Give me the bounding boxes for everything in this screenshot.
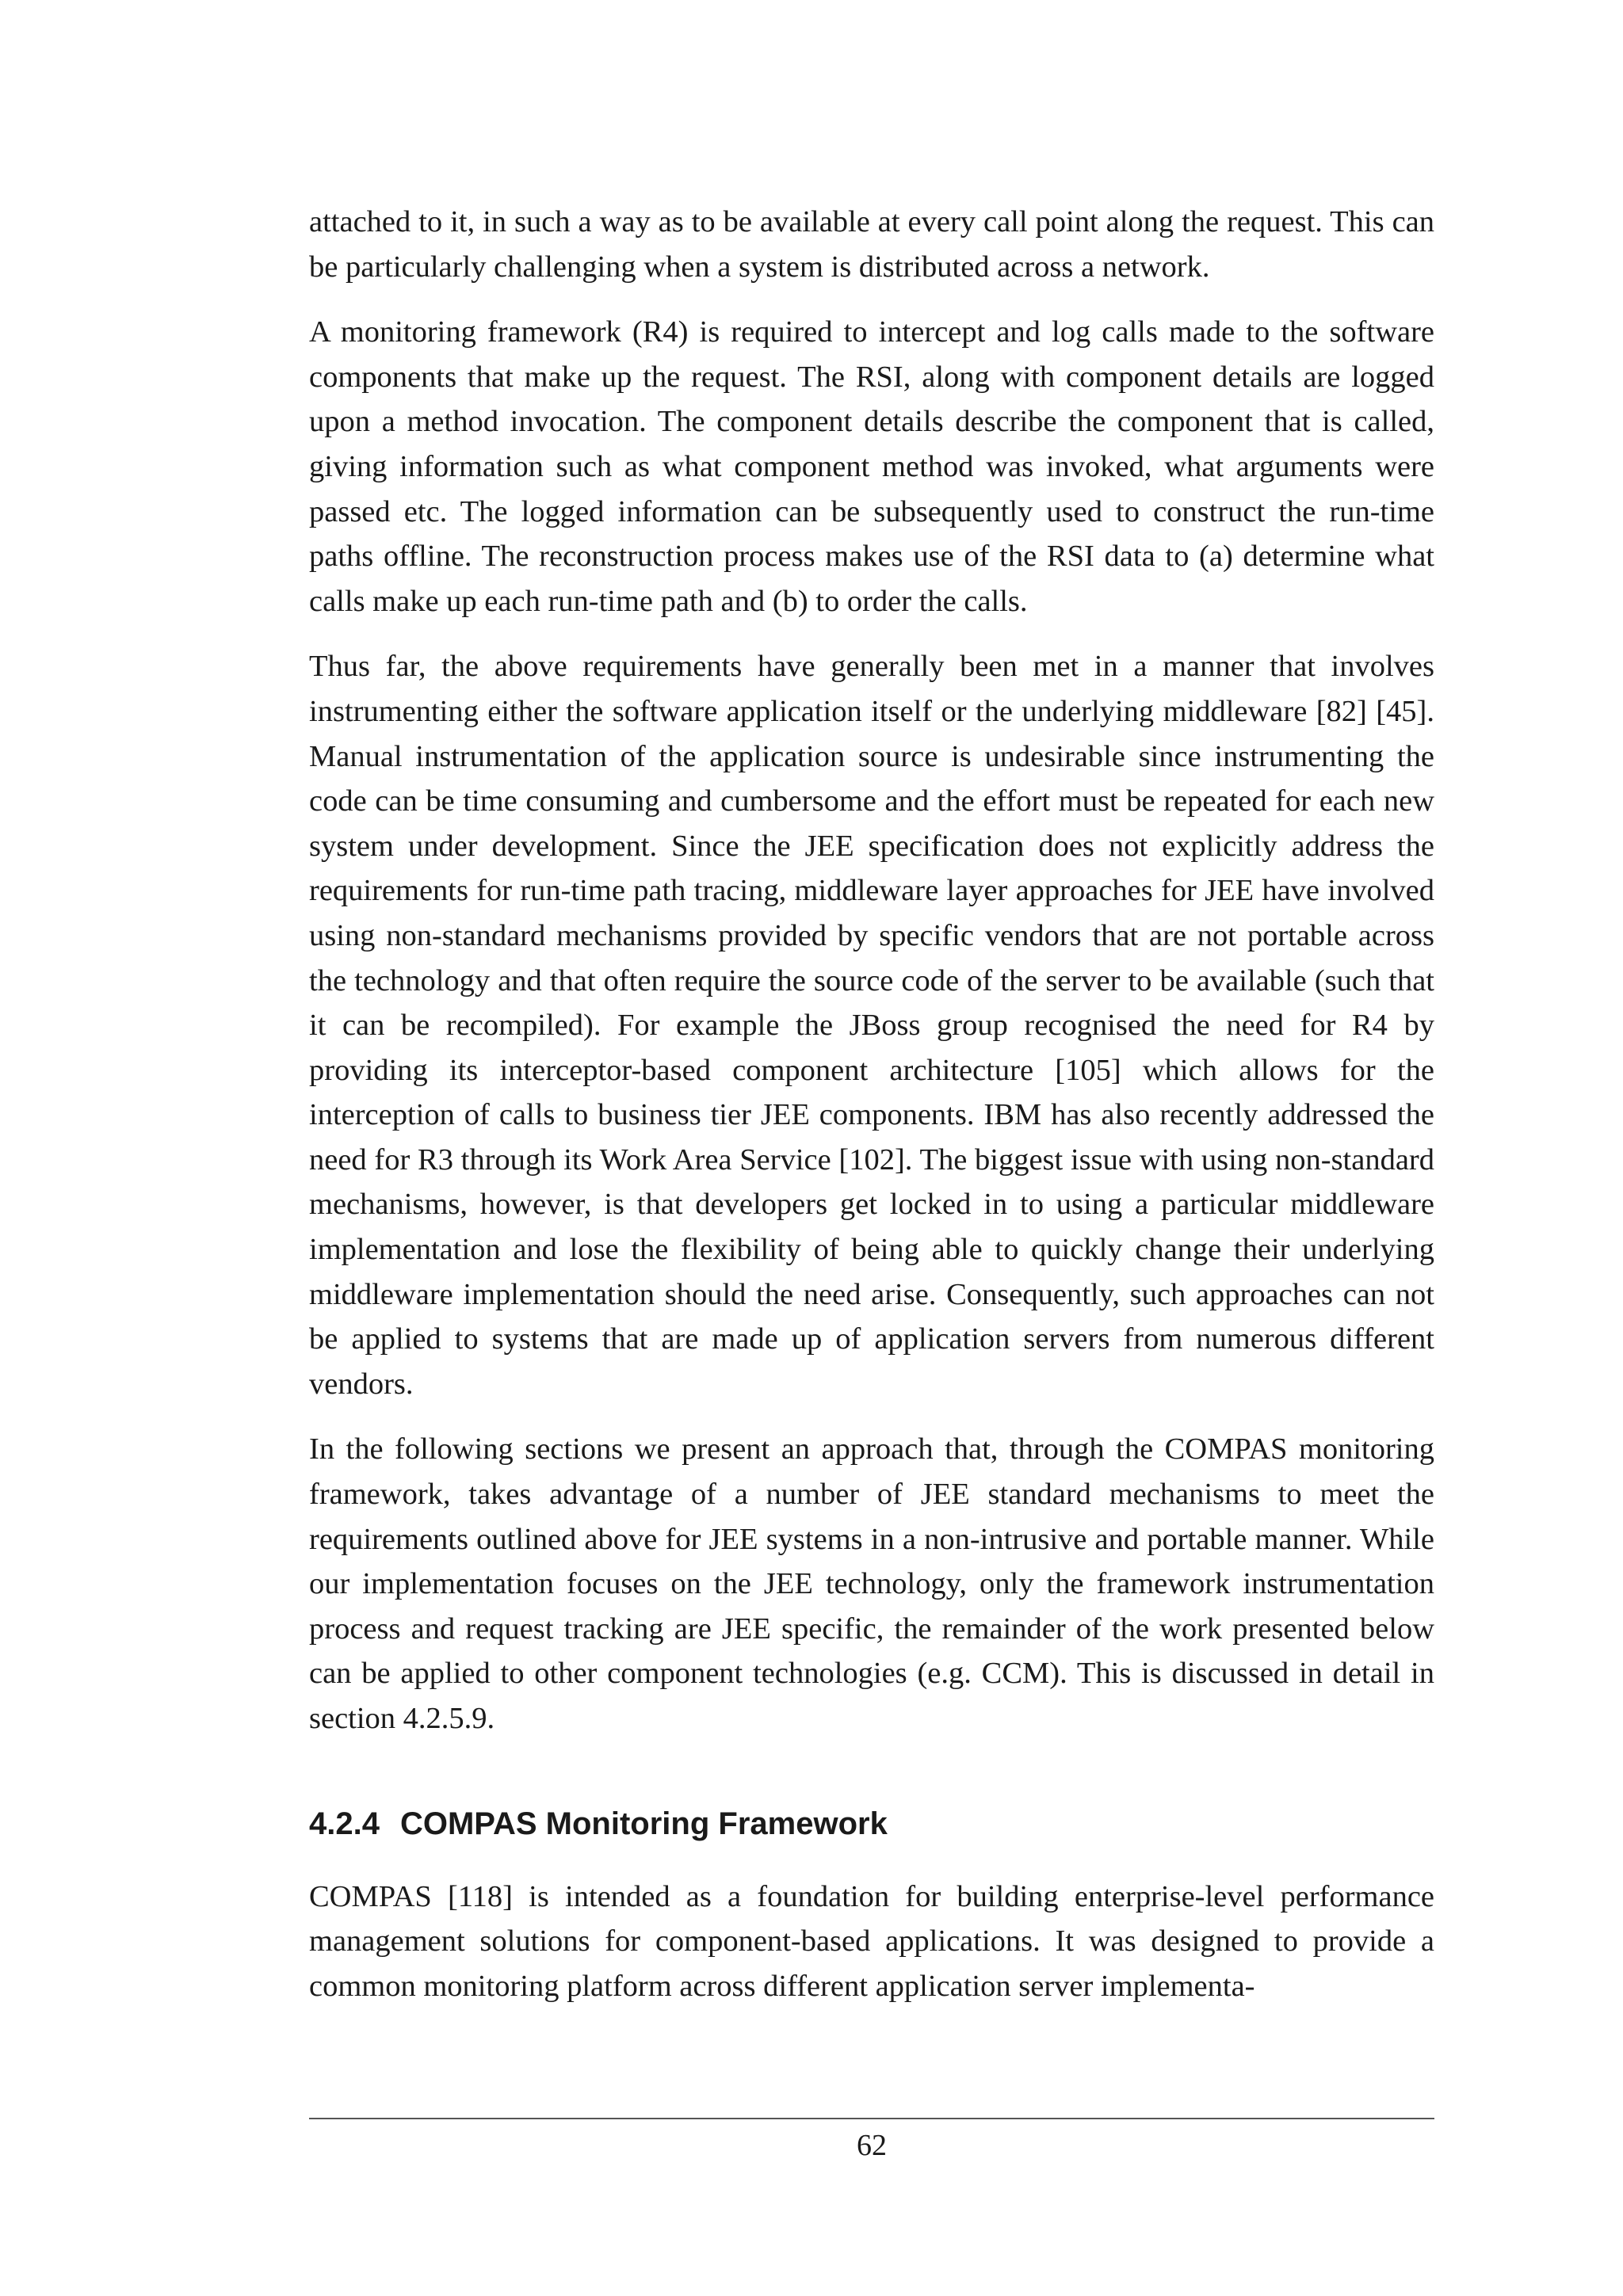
section-title: COMPAS Monitoring Framework	[399, 1806, 888, 1841]
body-paragraph-1: attached to it, in such a way as to be available at every call point along the request. This can be particularly challenging when a system is distributed across a network.	[309, 205, 1434, 284]
page-number: 62	[857, 2129, 887, 2162]
section-paragraph-1: COMPAS [118] is intended as a foundation for building enterprise-level performance management solutions for component-based applications. It was designed to provide a common monitoring platform across different application server implementa-	[309, 1879, 1434, 2003]
body-paragraph-3: Thus far, the above requirements have generally been met in a manner that involves instrumenting either the software application itself or the underlying middleware [82] [45]. Manual instrumentation of the application source is undesirable since instrumenting the code can be time consuming and cumbersome and the effort must be repeated for each new system under development. Since the JEE specification does not explicitly address the requirements for run-time path tracing, middleware layer approaches for JEE have involved using non-standard mechanisms provided by specific vendors that are not portable across the technology and that often require the source code of the server to be available (such that it can be recompiled). For example the JBoss group recognised the need for R4 by providing its interceptor-based component architecture [105] which allows for the interception of calls to business tier JEE components. IBM has also recently addressed the need for R3 through its Work Area Service [102]. The biggest issue with using non-standard mechanisms, however, is that developers get locked in to using a particular middleware implementation and lose the flexibility of being able to quickly change their underlying middleware implementation should the need arise. Consequently, such approaches can not be applied to systems that are made up of application servers from numerous different vendors.	[309, 650, 1434, 1401]
body-paragraph-2: A monitoring framework (R4) is required to intercept and log calls made to the software components that make up the request. The RSI, along with component details are logged upon a method invocation. The component details describe the component that is called, giving information such as what component method was invoked, what arguments were passed etc. The logged information can be subsequently used to construct the run-time paths offline. The reconstruction process makes use of the RSI data to (a) determine what calls make up each run-time path and (b) to order the calls.	[309, 315, 1434, 618]
section-heading	[309, 1802, 1434, 1846]
footer-divider	[309, 2118, 1434, 2119]
section-number: 4.2.4	[309, 1806, 380, 1841]
page-body	[309, 200, 1434, 2029]
body-paragraph-4: In the following sections we present an approach that, through the COMPAS monitoring framework, takes advantage of a number of JEE standard mechanisms to meet the requirements outlined above for JEE systems in a non-intrusive and portable manner. While our implementation focuses on the JEE technology, only the framework instrumentation process and request tracking are JEE specific, the remainder of the work presented below can be applied to other component technologies (e.g. CCM). This is discussed in detail in section 4.2.5.9.	[309, 1432, 1434, 1735]
